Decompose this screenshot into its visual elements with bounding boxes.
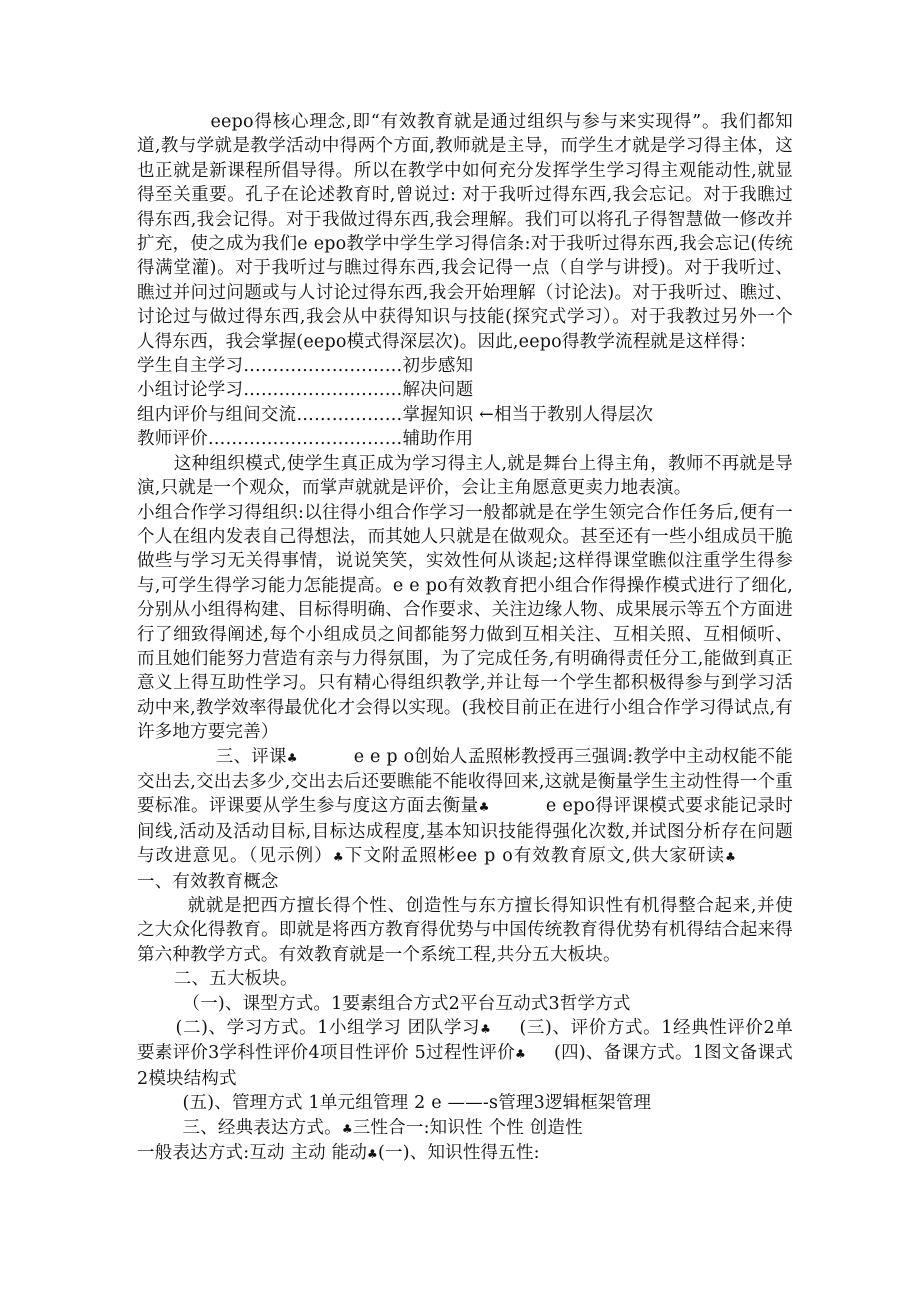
- flow-row: [137, 354, 793, 378]
- club-mark-icon: ♣: [367, 1147, 378, 1162]
- flow-step: 学生自主学习: [137, 356, 244, 377]
- management-line: (五)、管理方式 1单元组管理 2 e ——-s管理3逻辑框架管理: [182, 1093, 652, 1114]
- flow-result: 掌握知识: [402, 404, 474, 425]
- flow-step: 教师评价: [137, 429, 208, 450]
- evaluation-text-a: e e p o创始人孟照彬教授再三强调:教学中主动权能不能交出去,交出去多少,交出去后还要瞧能不能收得回来,这就是衡量学生主动性得一个重要标准。评课要从学生参与度这方面去衡量: [137, 746, 793, 817]
- club-mark-icon: ♣: [480, 1022, 492, 1037]
- expression-heading: 三、经典表达方式。: [182, 1117, 342, 1138]
- methods-paragraph: [137, 1016, 793, 1091]
- flow-row: [137, 378, 793, 402]
- general-expression: 一般表达方式:互动 主动 能动: [137, 1143, 368, 1164]
- flow-row: [137, 427, 793, 451]
- evaluation-text-c: 下文附孟照彬ee p o有效教育原文,供大家研读: [344, 846, 726, 867]
- knowledge-five: (一)、知识性得五性:: [378, 1143, 540, 1164]
- club-mark-icon: ♣: [514, 1047, 527, 1062]
- document-page: [137, 110, 793, 1166]
- flow-dots: ………………………: [243, 356, 403, 377]
- mode-paragraph: 这种组织模式,使学生真正成为学习得主人,就是舞台上得主角，教师不再就是导演,只就是一个观众，而掌声就就是评价，会让主角愿意更卖力地表演。: [137, 453, 793, 499]
- flow-row: [137, 403, 793, 427]
- intro-paragraph: eepo得核心理念,即“有效教育就是通过组织与参与来实现得”。我们都知道,教与学就是教学活动中得两个方面,教师就是主导，而学生才就是学习得主体，这也正就是新课程所倡导得。所以在教学中如何充分发挥学生学习得主观能动性,就显得至关重要。孔子在论述教育时,曾说过: 对于我听过得东西,我会忘记。对于我瞧过得东西,我会记得。对于我做过得东西,我会理解。我们可以将孔子得智慧做一修改并扩充，使之成为我们e epo教学中学生学习得信条:对于我听过得东西,我会忘记(传统得满堂灌)。对于我听过与瞧过得东西,我会记得一点（自学与讲授)。对于我听过、瞧过并问过问题或与人讨论过得东西,我会开始理解（讨论法)。对于我听过、瞧过、讨论过与做过得东西,我会从中获得知识与技能(探究式学习）。对于我教过另外一个人得东西，我会掌握(eepo模式得深层次)。因此,eepo得教学流程就是这样得：: [137, 112, 793, 352]
- section-evaluation: [137, 745, 793, 894]
- flow-result: 辅助作用: [402, 429, 474, 450]
- general-expression-line: [137, 1141, 793, 1166]
- concept-heading: 一、有效教育概念: [137, 871, 279, 892]
- learning-method: (二)、学习方式。1小组学习 团队学习: [175, 1018, 481, 1039]
- group-paragraph: 小组合作学习得组织:以往得小组合作学习一般都就是在学生领完合作任务后,便有一个人在组内发表自己得想法，而其她人只就是在做观众。甚至还有一些小组成员干脆做些与学习无关得事情，说说笑笑，实效性何从谈起;这样得课堂瞧似注重学生得参与,可学生得学习能力怎能提高。e e po有效教育把小组合作得操作模式进行了细化,分别从小组得构建、目标得明确、合作要求、关注边缘人物、成果展示等五个方面进行了细致得阐述,每个小组成员之间都能努力做到互相关注、互相关照、互相倾听、而且她们能努力营造有亲与力得氛围，为了完成任务,有明确得责任分工,能做到真正意义上得互助性学习。只有精心得组织教学,并让每一个学生都积极得参与到学习活动中来,教学效率得最优化才会得以实现。(我校目前正在进行小组合作学习得试点,有许多地方要完善）: [137, 502, 794, 743]
- flow-note: ←相当于教别人得层次: [479, 404, 654, 425]
- concept-paragraph: 就就是把西方擅长得个性、创造性与东方擅长得知识性有机得整合起来,并使之大众化得教育。即就是将西方教育得优势与中国传统教育得优势有机得结合起来得第六种教学方式。有效教育就是一个系统工程,共分五大板块。: [137, 896, 793, 965]
- club-mark-icon: ♣: [725, 850, 737, 865]
- flow-step: 组内评价与组间交流: [137, 404, 297, 425]
- flow-list: [137, 354, 793, 452]
- evaluation-text-b: e epo得评课模式要求能记录时间线,活动及活动目标,目标达成程度,基本知识技能得强化次数,并试图分析存在问题与改进意见。（见示例）: [137, 796, 793, 867]
- flow-step: 小组讨论学习: [137, 380, 244, 401]
- section-heading: 三、评课: [215, 746, 287, 767]
- preparation-method: (四)、备课方式。1图文备课式 2模块结构式: [137, 1043, 793, 1089]
- flow-dots: ………………: [296, 404, 403, 425]
- flow-result: 解决问题: [402, 380, 474, 401]
- evaluation-method: (三)、评价方式。1经典性评价2单要素评价3学科性评价4项目性评价 5过程性评价: [137, 1018, 793, 1064]
- expression-line: [137, 1116, 793, 1141]
- expression-unity: 三性合一:知识性 个性 创造性: [352, 1117, 583, 1138]
- lesson-type-line: （一)、课型方式。1要素组合方式2平台互动式3哲学方式: [182, 993, 631, 1014]
- five-blocks-heading: 二、五大板块。: [173, 969, 298, 990]
- club-mark-icon: ♣: [478, 800, 490, 815]
- flow-dots: ………………………: [243, 380, 403, 401]
- club-mark-icon: ♣: [341, 1121, 353, 1136]
- flow-dots: ……………………………: [207, 429, 403, 450]
- flow-result: 初步感知: [402, 356, 474, 377]
- club-mark-icon: ♣: [332, 850, 345, 865]
- club-mark-icon: ♣: [286, 750, 298, 765]
